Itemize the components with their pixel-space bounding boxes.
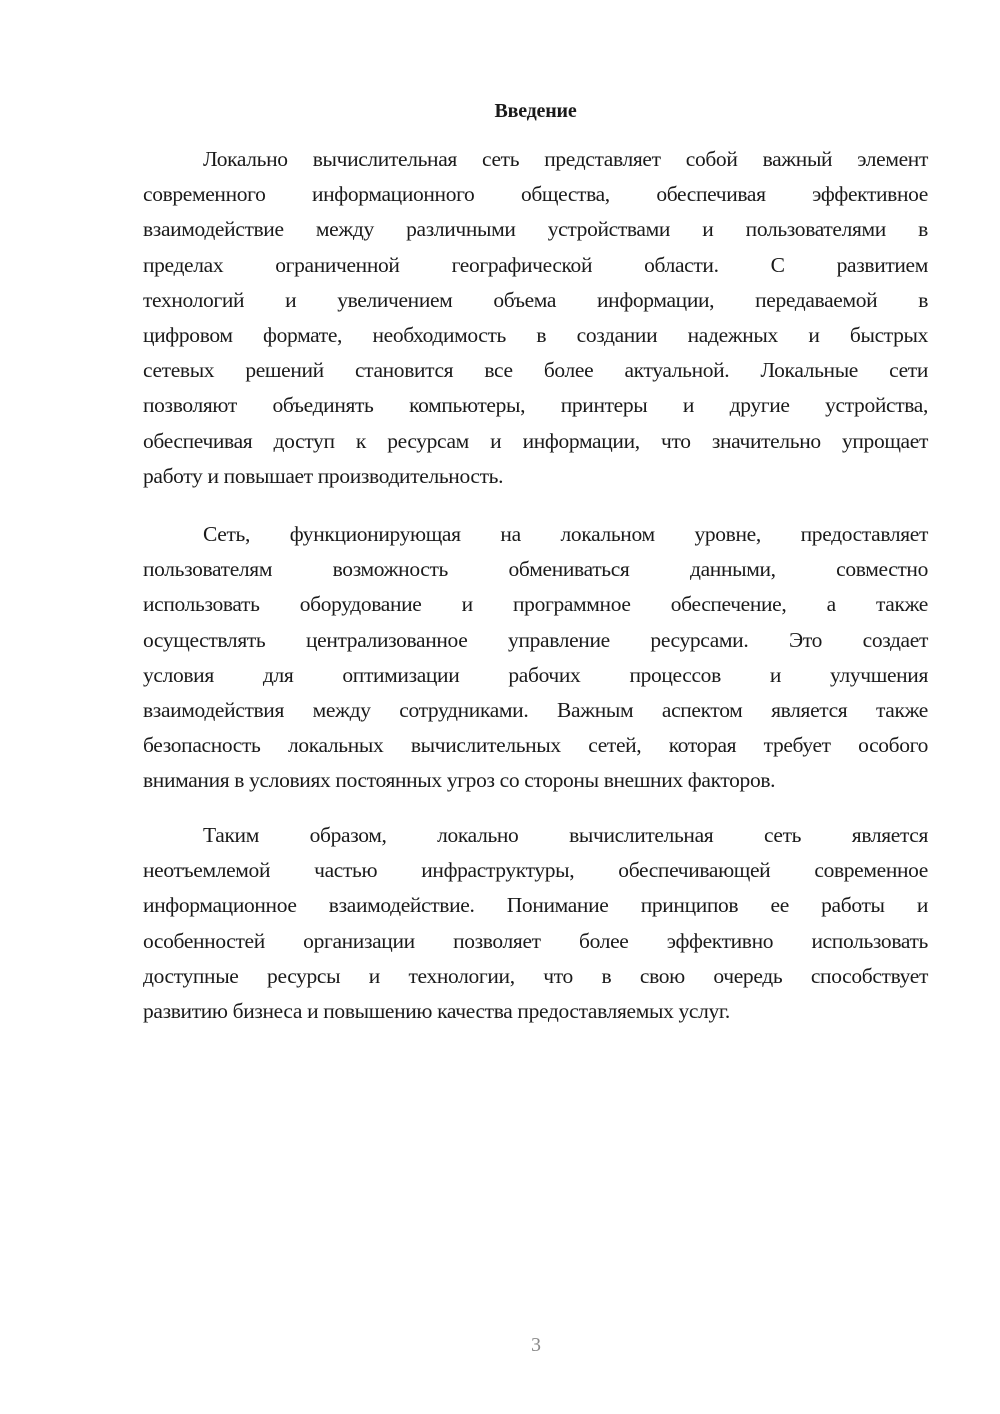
text-line: осуществлять централизованное управление ресурсами. Это создает [143,627,928,652]
text-line: Локально вычислительная сеть представляет собой важный элемент [203,147,928,171]
text-line: Сеть, функционирующая на локальном уровне, предоставляет [203,522,928,546]
text-line: взаимодействие между различными устройствами и пользователями в [143,217,928,242]
text-line: внимания в условиях постоянных угроз со стороны внешних факторов. [143,768,776,793]
text-line: технологий и увеличением объема информации, передаваемой в [143,287,928,312]
text-line: современного информационного общества, обеспечивая эффективное [143,182,928,207]
paragraph-2 [143,517,928,799]
text-line: взаимодействия между сотрудниками. Важным аспектом является также [143,697,928,722]
text-line: обеспечивая доступ к ресурсам и информации, что значительно упрощает [143,428,928,453]
text-line: неотъемлемой частью инфраструктуры, обеспечивающей современное [143,858,928,883]
text-line: использовать оборудование и программное обеспечение, а также [143,592,928,617]
text-line: безопасность локальных вычислительных сетей, которая требует особого [143,733,928,758]
text-line: развитию бизнеса и повышению качества предоставляемых услуг. [143,998,730,1023]
text-line: пользователям возможность обмениваться данными, совместно [143,557,928,582]
text-line: особенностей организации позволяет более эффективно использовать [143,928,928,953]
paragraph-1 [143,142,928,494]
text-line: позволяют объединять компьютеры, принтеры и другие устройства, [143,393,928,418]
text-line: Таким образом, локально вычислительная сеть является [203,823,928,847]
section-heading: Введение [494,100,577,122]
paragraph-3 [143,818,928,1029]
text-line: доступные ресурсы и технологии, что в свою очередь способствует [143,963,928,988]
text-line: условия для оптимизации рабочих процессов и улучшения [143,662,928,687]
text-line: информационное взаимодействие. Понимание принципов ее работы и [143,893,928,918]
text-line: цифровом формате, необходимость в создании надежных и быстрых [143,322,928,347]
page-number: 3 [531,1334,541,1356]
text-line: пределах ограниченной географической области. С развитием [143,252,928,277]
text-line: работу и повышает производительность. [143,463,504,488]
text-line: сетевых решений становится все более актуальной. Локальные сети [143,358,928,383]
